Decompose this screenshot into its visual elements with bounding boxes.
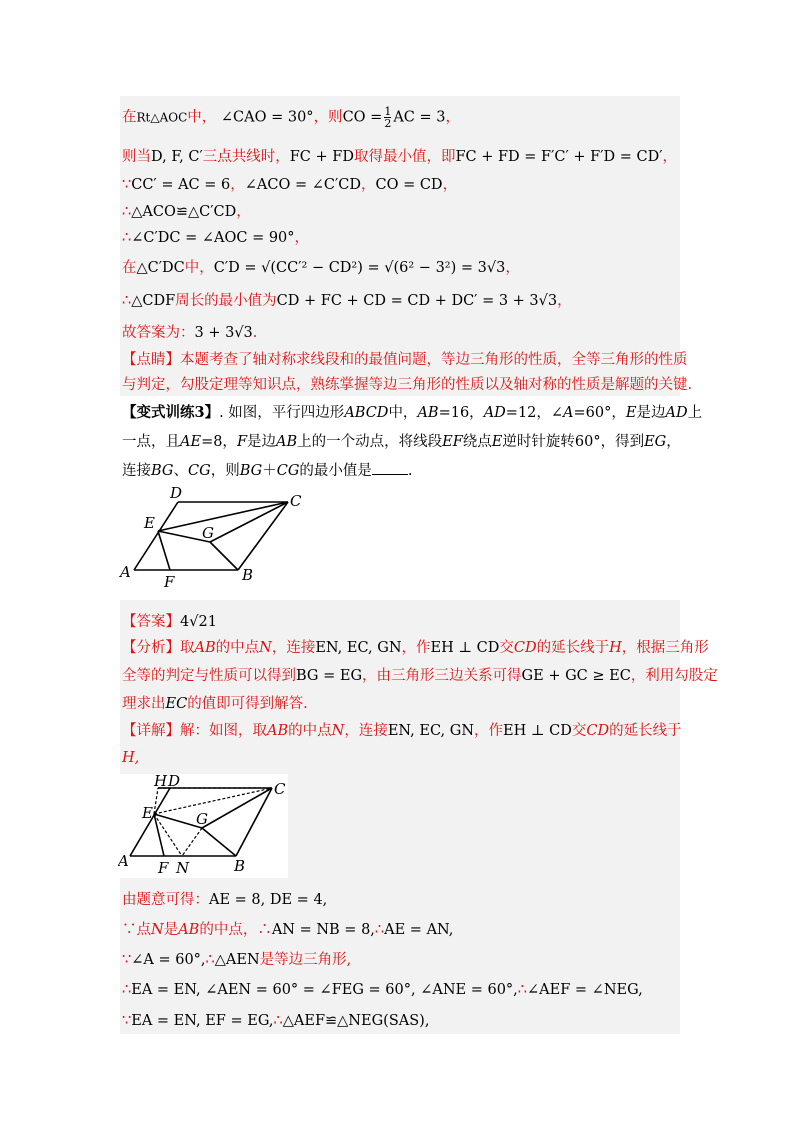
label-a: A [120,563,131,581]
line-23: ∴EA = EN, ∠AEN = 60° = ∠FEG = 60°, ∠ANE = 60°,∴∠AEF = ∠NEG, [122,982,643,998]
label-n: N [176,859,190,877]
line-13-problem: 连接BG、CG，则BG＋CG的最小值是 . [122,463,413,479]
label-b: B [242,566,254,584]
label-g: G [202,524,214,542]
line-6: 在△C′DC中，C′D = √(CC′² − CD²) = √(6² − 3²) = 3√3， [122,260,520,276]
label-c: C [290,492,302,510]
line-5: ∴∠C′DC = ∠AOC = 90°， [122,230,310,246]
line-24: ∵EA = EN, EF = EG,∴△AEF≌△NEG(SAS), [122,1013,430,1029]
line-15-analysis: 【分析】取AB的中点N，连接EN, EC, GN，作EH ⊥ CD交CD的延长线于H，根据三角形 [122,640,709,656]
line-19-detail: H, [122,750,140,766]
label-e: E [144,514,155,532]
line-2: 则当D, F, C′三点共线时，FC + FD取得最小值，即FC + FD = F′C′ + F′D = CD′， [122,149,677,165]
edge-da [134,502,178,570]
line-16-analysis: 全等的判定与性质可以得到BG = EG，由三角形三边关系可得GE + GC ≥ EC，利用勾股定 [122,668,718,684]
line-8: 故答案为：3 + 3√3. [122,325,258,341]
line-17-analysis: 理求出EC的值即可得到解答. [122,696,308,712]
line-12-problem: 一点，且AE=8，F是边AB上的一个动点，将线段EF绕点E逆时针旋转60°，得到EG， [122,434,681,450]
line-10-remark: 与判定，勾股定理等知识点，熟练掌握等边三角形的性质以及轴对称的性质是解题的关键. [122,377,693,393]
figure-parallelogram-1 [118,484,308,592]
line-18-detail: 【详解】解：如图，取AB的中点N，连接EN, EC, GN，作EH ⊥ CD交CD的延长线于 [122,723,682,739]
line-11-problem: 【变式训练3】. 如图，平行四边形ABCD中，AB=16，AD=12，∠A=60°，E是边AD上 [122,404,703,421]
line-9-remark: 【点睛】本题考查了轴对称求线段和的最值问题，等边三角形的性质，全等三角形的性质 [122,352,688,368]
label-g: G [196,810,208,828]
line-22: ∵∠A = 60°,∴△AEN是等边三角形, [122,952,352,968]
line-3: ∵CC′ = AC = 6，∠ACO = ∠C′CD，CO = CD， [122,177,458,193]
line-21: ∵点N是AB的中点，∴AN = NB = 8,∴AE = AN, [122,922,454,938]
label-d: D [168,774,181,790]
line-4: ∴△ACO≌△C′CD， [122,204,251,220]
segment-gb [210,542,238,570]
label-c: C [274,780,286,798]
label-a: A [118,852,129,870]
line-1: 在Rt△AOC中， ∠CAO = 30°，则CO = $\frac{1}{2}$ AC = 3， [122,105,460,130]
label-f: F [164,573,175,591]
line-20: 由题意可得：AE = 8, DE = 4, [122,892,328,908]
label-d: D [170,484,183,502]
label-b: B [234,857,246,875]
line-7: ∴△CDF周长的最小值为CD + FC + CD = CD + DC′ = 3 + 3√3， [122,293,572,309]
label-f: F [158,859,169,877]
segment-ec [158,502,288,531]
answer-blank [372,462,408,475]
fraction-half: $\frac{1}{2}$ [384,105,392,130]
figure-parallelogram-2 [118,774,288,878]
segment-ef [158,531,170,570]
label-h: H [154,774,168,790]
line-14-answer: 【答案】4√21 [122,614,217,630]
segment-gc [210,502,288,542]
label-e: E [142,804,153,822]
